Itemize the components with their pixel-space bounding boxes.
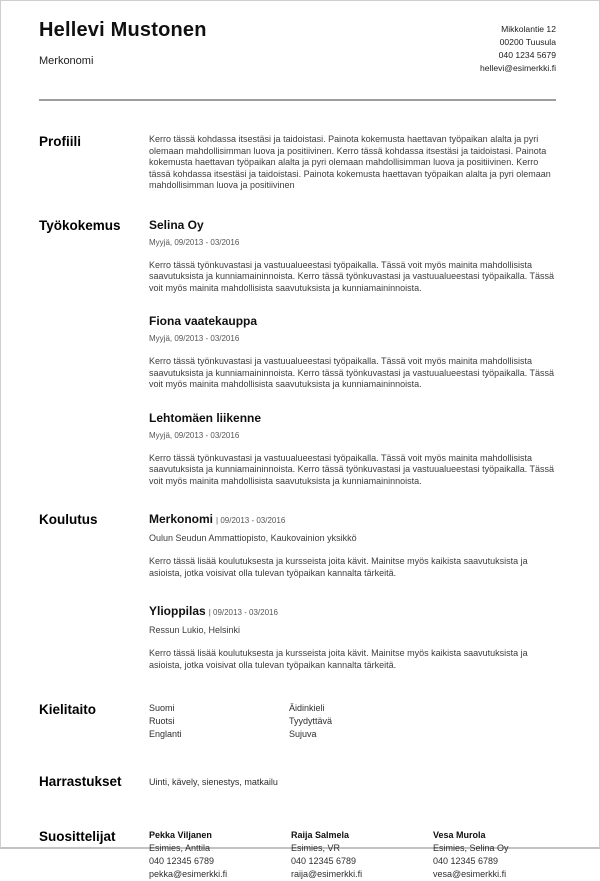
section-education [39,512,556,671]
reference-card [433,829,575,881]
education-school: Oulun Seudun Ammattiopisto, Kaukovainion yksikkö [149,533,357,543]
education-entry [149,512,556,579]
job-meta: Myyjä, 09/2013 - 03/2016 [149,334,240,343]
job-entry [149,411,556,488]
language-name: Ruotsi [149,716,175,726]
job-description: Kerro tässä työnkuvastasi ja vastuualueestasi työpaikalla. Tässä voit myös mainita mahdollisista saavutuksista ja kunniamaininnoista. Kerro tässä työnkuvastasi ja vastuualueestasi työpaikalla. Tässä voit myös mainita mahdollisista saavutuksista ja kunniamaininnoista. [149,356,555,389]
identity-block [39,19,207,67]
contact-email: hellevi@esimerkki.fi [479,63,556,73]
reference-phone: 040 12345 6789 [433,856,499,866]
contact-phone: 040 1234 5679 [498,50,556,60]
job-description: Kerro tässä työnkuvastasi ja vastuualueestasi työpaikalla. Tässä voit myös mainita mahdollisista saavutuksista ja kunniamaininnoista. Kerro tässä työnkuvastasi ja vastuualueestasi työpaikalla. Tässä voit myös mainita mahdollisista saavutuksista ja kunniamaininnoista. [149,452,555,486]
education-description: Kerro tässä lisää koulutuksesta ja kursseista joita kävit. Mainitse myös kaikista saavutuksista ja asioista, jotka voisivat olla tulevan työpaikan kannalta tärkeitä. [149,648,528,670]
language-row [149,715,556,728]
reference-phone: 040 12345 6789 [149,856,215,866]
education-degree: Merkonomi [149,512,214,526]
section-label-references: Suosittelijat [39,829,116,844]
language-level: Sujuva [289,729,317,739]
job-company: Selina Oy [149,217,204,232]
section-label-hobbies: Harrastukset [39,774,122,789]
reference-card [149,829,291,881]
education-dates: | 09/2013 - 03/2016 [216,516,286,525]
education-entry [149,604,556,671]
section-profile [39,134,556,192]
language-row [149,702,556,715]
contact-city: 00200 Tuusula [499,37,556,47]
header-divider [39,99,556,101]
education-description: Kerro tässä lisää koulutuksesta ja kursseista joita kävit. Mainitse myös kaikista saavutuksista ja asioista, jotka voisivat olla tulevan työpaikan kannalta tärkeitä. [149,556,528,578]
language-level: Tyydyttävä [289,716,333,726]
job-entry [149,218,556,295]
job-description: Kerro tässä työnkuvastasi ja vastuualueestasi työpaikalla. Tässä voit myös mainita mahdollisista saavutuksista ja kunniamaininnoista. Kerro tässä työnkuvastasi ja vastuualueestasi työpaikalla. Tässä voit myös mainita mahdollisista saavutuksista ja kunniamaininnoista. [149,259,555,293]
language-row [149,728,556,741]
job-company: Fiona vaatekauppa [149,314,258,328]
reference-role: Esimies, Selina Oy [433,843,509,853]
reference-name: Raija Salmela [291,830,350,840]
language-level: Äidinkieli [289,703,325,713]
job-meta: Myyjä, 09/2013 - 03/2016 [149,237,240,247]
section-label-experience: Työkokemus [39,217,121,233]
language-name: Englanti [149,729,182,739]
cv-header [39,19,556,75]
section-label-languages: Kielitaito [39,702,97,717]
education-school: Ressun Lukio, Helsinki [149,625,241,635]
reference-role: Esimies, VR [291,843,341,853]
job-company: Lehtomäen liikenne [149,410,262,425]
profile-text: Kerro tässä kohdassa itsestäsi ja taidoistasi. Painota kokemusta haettavan työpaikan alalta ja pyri olemaan mahdollisimman luova ja positiivinen. Kerro tässä kohdassa itsestäsi ja taidoistasi. Painota kokemusta haettavan työpaikan alalta ja pyri olemaan mahdollisimman luova ja positiivinen. Kerro tässä kohdassa itsestäsi ja taidoistasi. Painota kokemusta haettavan työpaikan alalta ja pyri olemaan mahdollisimman luova ja positiivinen [149,134,551,190]
job-meta: Myyjä, 09/2013 - 03/2016 [149,430,240,440]
contact-address: Mikkolantie 12 [501,24,556,34]
reference-phone: 040 12345 6789 [291,856,357,866]
section-languages [39,702,556,741]
hobbies-text: Uinti, kävely, sienestys, matkailu [149,777,278,787]
job-entry [149,314,556,391]
language-name: Suomi [149,703,175,713]
contact-block [480,23,556,75]
reference-email: vesa@esimerkki.fi [433,869,507,879]
reference-role: Esimies, Anttila [149,843,211,853]
section-hobbies [39,774,556,789]
section-references [39,829,556,881]
reference-name: Pekka Viljanen [149,830,212,840]
reference-card [291,829,433,881]
education-dates: | 09/2013 - 03/2016 [208,608,278,617]
reference-name: Vesa Murola [433,830,486,840]
section-label-education: Koulutus [39,512,98,527]
reference-email: pekka@esimerkki.fi [149,869,228,879]
section-experience [39,218,556,488]
reference-email: raija@esimerkki.fi [291,869,363,879]
section-label-profile: Profiili [39,134,82,149]
person-title: Merkonomi [39,55,94,67]
education-degree: Ylioppilas [149,604,206,618]
person-name: Hellevi Mustonen [39,19,207,41]
